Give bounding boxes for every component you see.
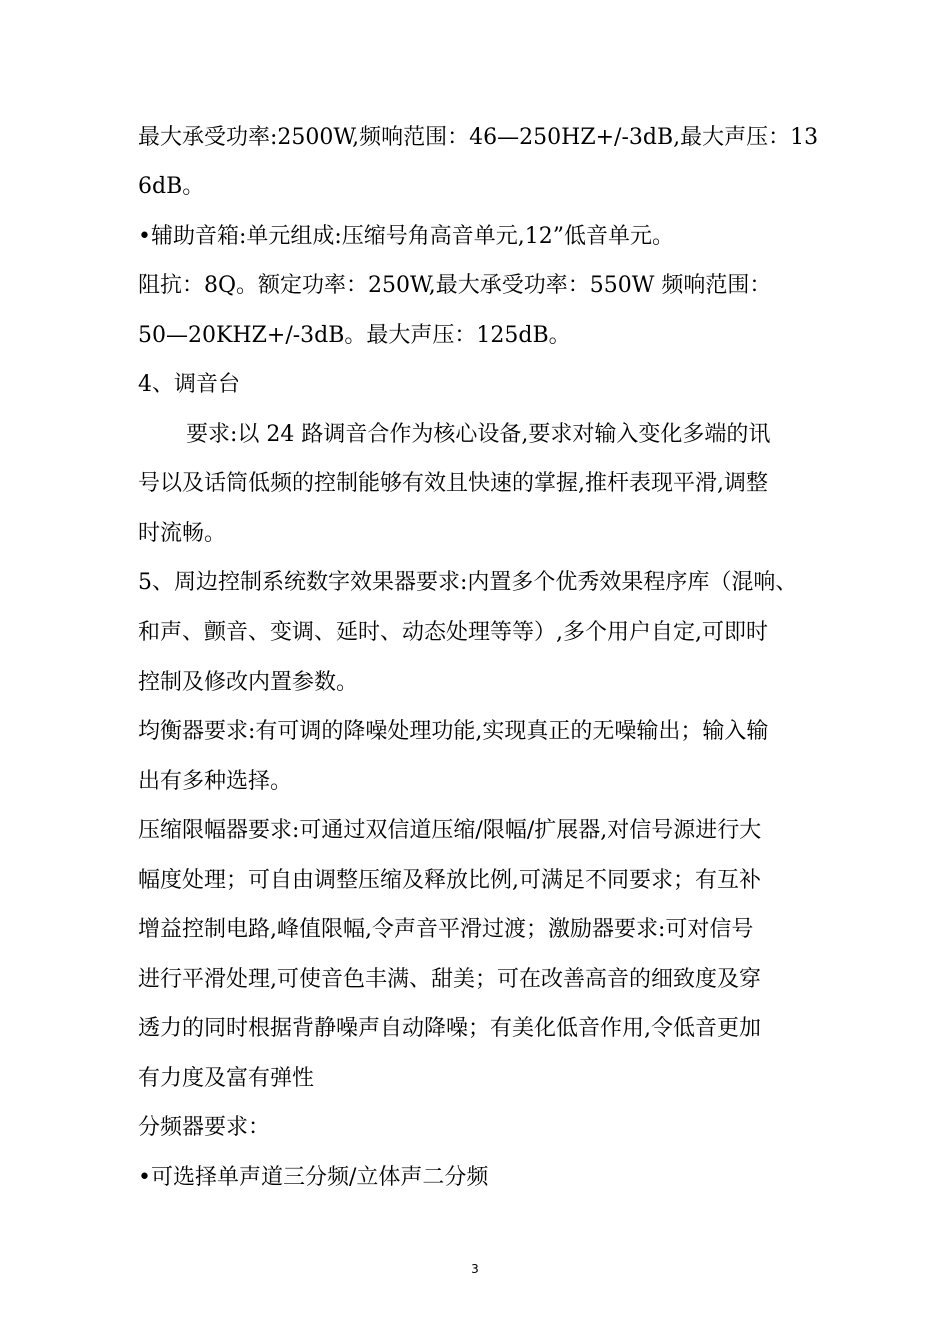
text-line: 50—20KHZ+/-3dB。最大声压：125dB。 — [138, 323, 571, 348]
text-line: 最大承受功率:2500W,频响范围：46—250HZ+/-3dB,最大声压：13 — [138, 125, 819, 150]
text-line: 进行平滑处理,可使音色丰满、甜美；可在改善高音的细致度及穿 — [138, 967, 761, 992]
text-line: 5、周边控制系统数字效果器要求:内置多个优秀效果程序库（混响、 — [138, 570, 798, 595]
text-line: 控制及修改内置参数。 — [138, 670, 359, 695]
text-line: 增益控制电路,峰值限幅,令声音平滑过渡；激励器要求:可对信号 — [138, 917, 754, 942]
text-line: 分频器要求： — [138, 1115, 271, 1140]
section-heading: 4、调音台 — [138, 372, 240, 397]
text-line: 有力度及富有弹性 — [138, 1066, 315, 1091]
page-number: 3 — [471, 1262, 479, 1276]
text-line: 透力的同时根据背静噪声自动降噪；有美化低音作用,令低音更加 — [138, 1016, 761, 1041]
text-line: •辅助音箱:单元组成:压缩号角高音单元,12”低音单元。 — [138, 224, 675, 249]
text-line: 幅度处理；可自由调整压缩及释放比例,可满足不同要求；有互补 — [138, 868, 761, 893]
text-line: 压缩限幅器要求:可通过双信道压缩/限幅/扩展器,对信号源进行大 — [138, 818, 762, 843]
text-line: 6dB。 — [138, 174, 205, 199]
text-line: 出有多种选择。 — [138, 769, 293, 794]
text-line: 号以及话筒低频的控制能够有效且快速的掌握,推杆表现平滑,调整 — [138, 471, 768, 496]
text-line: 和声、颤音、变调、延时、动态处理等等）,多个用户自定,可即时 — [138, 620, 768, 645]
text-line: •可选择单声道三分频/立体声二分频 — [138, 1165, 489, 1190]
text-line: 时流畅。 — [138, 521, 227, 546]
text-line: 阻抗：8Q。额定功率：250W,最大承受功率：550W 频响范围： — [138, 273, 772, 298]
text-line: 要求:以 24 路调音合作为核心设备,要求对输入变化多端的讯 — [186, 422, 771, 447]
text-line: 均衡器要求:有可调的降噪处理功能,实现真正的无噪输出；输入输 — [138, 719, 769, 744]
